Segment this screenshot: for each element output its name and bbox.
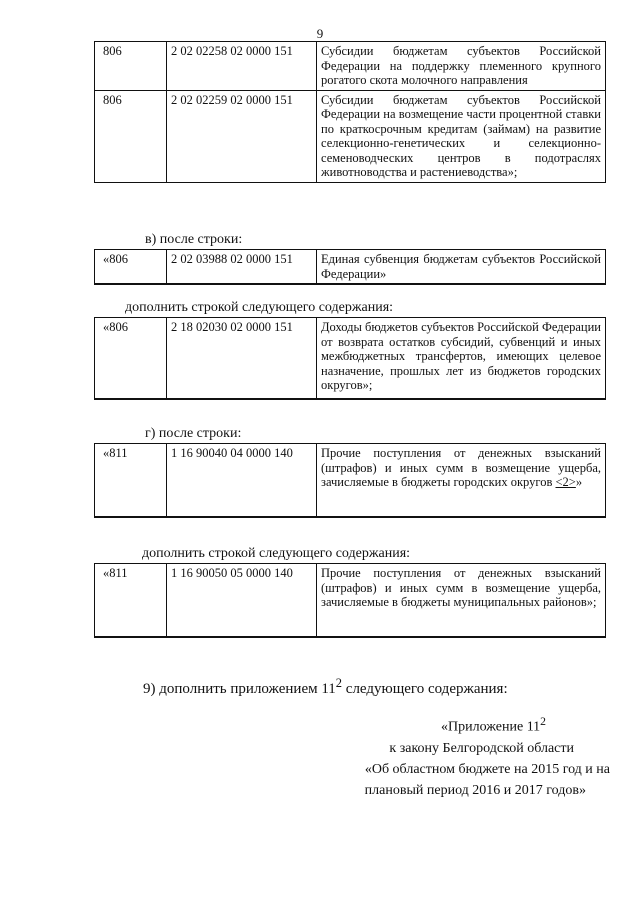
name-cell: Субсидии бюджетам субъектов Российской Федерации на возмещение части процентной ставки по краткосрочным кредитам (займам) на развитие селекционно-генетических и селекционно-семеноводческих центров в подотраслях животноводства и растениеводства»; (317, 90, 606, 182)
caption-v: в) после строки: (145, 232, 243, 247)
annex-line: к закону Белгородской области (389, 740, 574, 756)
kbk-cell: 2 02 02258 02 0000 151 (167, 42, 317, 91)
code-cell: «806 (95, 318, 167, 400)
closing-quote: » (575, 475, 583, 489)
code-cell: «811 (95, 444, 167, 518)
name-cell: Прочие поступления от денежных взысканий (штрафов) и иных сумм в возмещение ущерба, зачисляемые в бюджеты муниципальных районов»; (317, 564, 606, 638)
footnote-ref-link[interactable]: <2> (555, 475, 576, 489)
annex-line: «Об областном бюджете на 2015 год и на (364, 761, 610, 777)
name-cell: Единая субвенция бюджетам субъектов Российской Федерации» (317, 250, 606, 285)
table-row (95, 90, 606, 182)
annex-line: плановый период 2016 и 2017 годов» (364, 782, 586, 798)
name-cell (317, 444, 606, 518)
code-cell: 806 (95, 42, 167, 91)
table-v-new (94, 317, 606, 400)
annex-line: «Приложение $11^2$ (441, 715, 546, 735)
kbk-cell: 2 02 02259 02 0000 151 (167, 90, 317, 182)
caption-g-add: дополнить строкой следующего содержания: (142, 546, 411, 561)
table-g-after (94, 443, 606, 518)
table-v-after (94, 249, 606, 285)
code-cell: «806 (95, 250, 167, 285)
caption-g: г) после строки: (145, 426, 242, 441)
table-row (95, 42, 606, 91)
superscript: 2 (540, 715, 546, 728)
name-text: Прочие поступления от денежных взысканий (штрафов) и иных сумм в возмещение ущерба, зачисляемые в бюджеты городских округов (321, 446, 601, 489)
table-row (95, 250, 606, 285)
page-number: 9 (316, 26, 324, 41)
kbk-cell: 2 02 03988 02 0000 151 (167, 250, 317, 285)
table-row (95, 444, 606, 518)
table-row (95, 564, 606, 638)
item-9: 9) дополнить приложением $11^2$ следующего содержания: (143, 676, 508, 697)
name-cell: Доходы бюджетов субъектов Российской Федерации от возврата остатков субсидий, субвенций и иных межбюджетных трансфертов, имеющих целевое назначение, прошлых лет из бюджетов городских округов»; (317, 318, 606, 400)
kbk-cell: 1 16 90040 04 0000 140 (167, 444, 317, 518)
code-cell: 806 (95, 90, 167, 182)
code-cell: «811 (95, 564, 167, 638)
name-cell: Субсидии бюджетам субъектов Российской Федерации на поддержку племенного крупного рогатого скота молочного направления (317, 42, 606, 91)
kbk-cell: 2 18 02030 02 0000 151 (167, 318, 317, 400)
superscript: 2 (335, 676, 343, 690)
table-g-new (94, 563, 606, 638)
kbk-cell: 1 16 90050 05 0000 140 (167, 564, 317, 638)
table-top (94, 41, 606, 183)
table-row (95, 318, 606, 400)
annex-header (330, 711, 610, 801)
caption-v-add: дополнить строкой следующего содержания: (125, 300, 394, 315)
